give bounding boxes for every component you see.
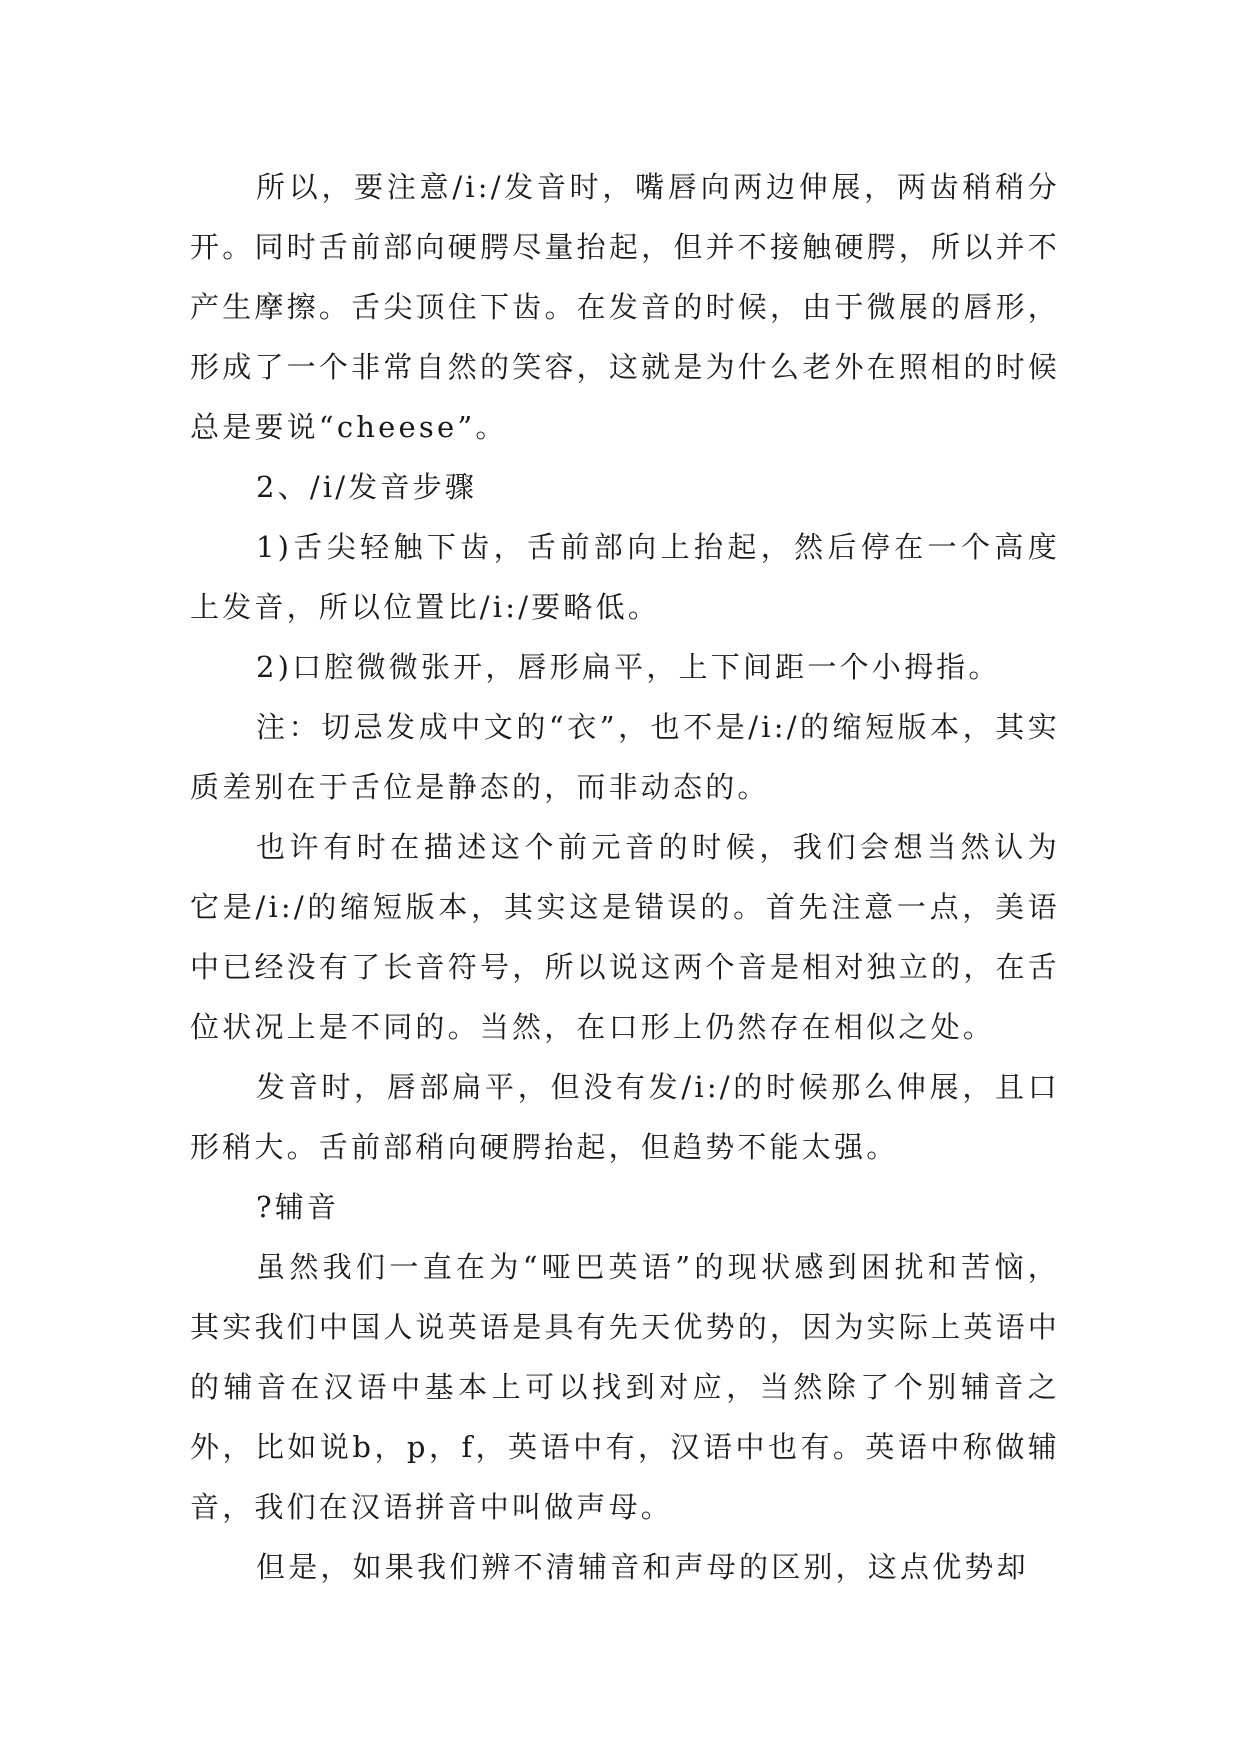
paragraph-tongue-position-i-long: 所以，要注意/i:/发音时，嘴唇向两边伸展，两齿稍稍分开。同时舌前部向硬腭尽量抬起，但并不接触硬腭，所以并不产生摩擦。舌尖顶住下齿。在发音的时候，由于微展的唇形，形成了一个非常自然的笑容，这就是为什么老外在照相的时候总是要说“cheese”。 xyxy=(190,170,1060,444)
paragraph-consonants-advantage: 虽然我们一直在为“哑巴英语”的现状感到困扰和苦恼，其实我们中国人说英语是具有先天优势的，因为实际上英语中的辅音在汉语中基本上可以找到对应，当然除了个别辅音之外，比如说b，p，f，英语中有，汉语中也有。英语中称做辅音，我们在汉语拼音中叫做声母。 xyxy=(190,1250,1060,1524)
paragraph-pronunciation: 发音时，唇部扁平，但没有发/i:/的时候那么伸展，且口形稍大。舌前部稍向硬腭抬起，但趋势不能太强。 xyxy=(190,1070,1060,1164)
paragraph-front-vowel: 也许有时在描述这个前元音的时候，我们会想当然认为它是/i:/的缩短版本，其实这是错误的。首先注意一点，美语中已经没有了长音符号，所以说这两个音是相对独立的，在舌位状况上是不同的。当然，在口形上仍然存在相似之处。 xyxy=(190,830,1060,1044)
heading-i-short-steps: 2、/i/发音步骤 xyxy=(256,470,478,504)
heading-consonants: ?辅音 xyxy=(256,1190,340,1224)
paragraph-note: 注：切忌发成中文的“衣”，也不是/i:/的缩短版本，其实质差别在于舌位是静态的，而非动态的。 xyxy=(190,710,1060,804)
paragraph-step-2: 2)口腔微微张开，唇形扁平，上下间距一个小拇指。 xyxy=(256,650,1001,684)
paragraph-step-1: 1)舌尖轻触下齿，舌前部向上抬起，然后停在一个高度上发音，所以位置比/i:/要略低。 xyxy=(190,530,1060,624)
paragraph-consonants-difference: 但是，如果我们辨不清辅音和声母的区别，这点优势却 xyxy=(256,1550,1029,1584)
document-body xyxy=(190,157,1060,1597)
